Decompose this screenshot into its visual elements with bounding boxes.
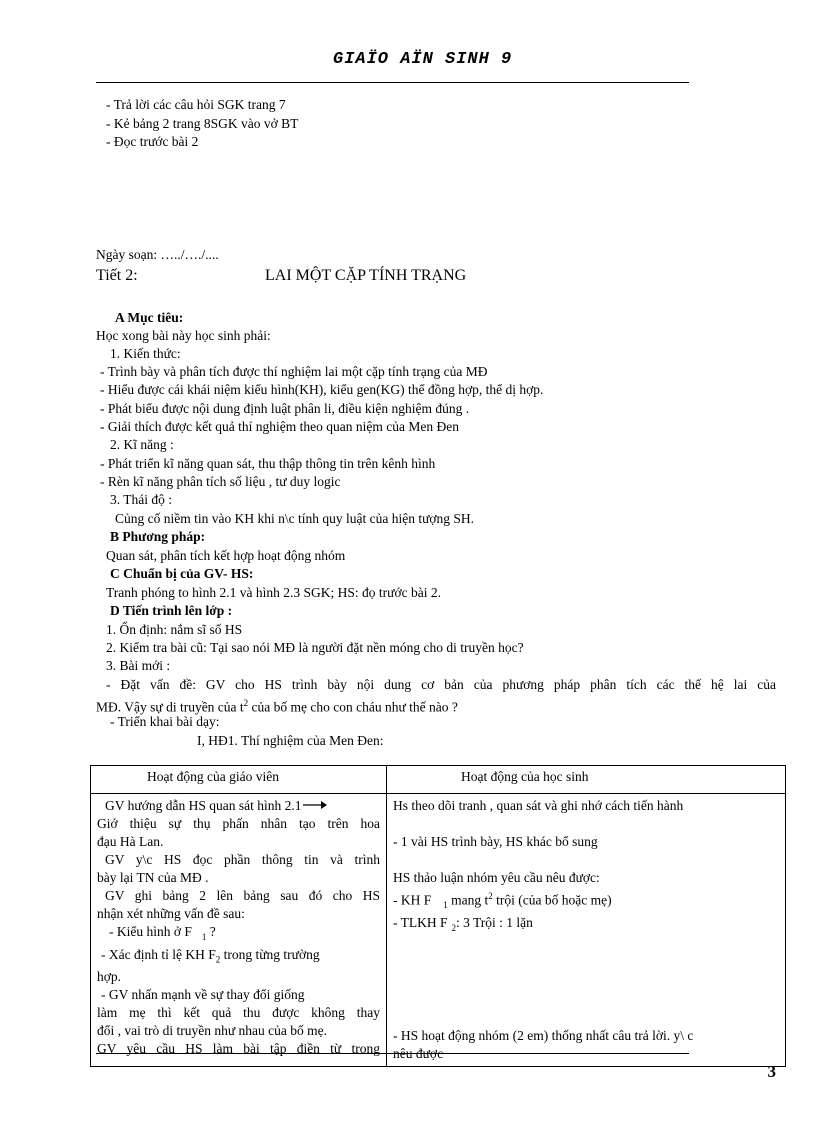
teacher-line-1: GV hướng dẫn HS quan sát hình 2.1	[97, 797, 380, 815]
section-d-step-2: 2. Kiểm tra bài cũ: Tại sao nói MĐ là người đặt nền móng cho di truyền học?	[106, 640, 524, 655]
teacher-column-header: Hoạt động của giáo viên	[91, 766, 387, 794]
section-c-heading: C Chuẩn bị của GV- HS:	[110, 566, 254, 581]
intro-item-3: - Đọc trước bài 2	[106, 134, 199, 149]
teacher-line-8: - Kiểu hình ở F $_1$ ?	[109, 924, 216, 942]
student-line-3: HS thảo luận nhóm yêu cầu nêu được:	[393, 870, 600, 885]
knowledge-item-4: - Giải thích được kết quả thí nghiệm theo quan niệm của Men Đen	[100, 419, 459, 434]
table-header-row	[91, 766, 786, 794]
page-number: 3	[767, 1062, 776, 1081]
knowledge-item-3: - Phát biểu được nội dung định luật phân li, điều kiện nghiệm đúng .	[100, 401, 470, 416]
section-b-text: Quan sát, phân tích kết hợp hoạt động nhóm	[106, 548, 346, 563]
knowledge-item-2: - Hiểu được cái khái niệm kiểu hình(KH), kiểu gen(KG) thể đồng hợp, thể dị hợp.	[100, 382, 544, 397]
student-line-5: - TLKH F $_2$: 3 Trội : 1 lặn	[393, 915, 533, 933]
intro-item-2: - Kẻ bảng 2 trang 8SGK vào vở BT	[106, 116, 299, 131]
lesson-number: Tiết 2:	[96, 267, 138, 284]
section-d-heading: D Tiến trình lên lớp :	[110, 603, 233, 618]
knowledge-heading: 1. Kiến thức:	[110, 346, 181, 361]
teacher-line-13: đổi , vai trò di truyền như nhau của bố mẹ.	[97, 1023, 328, 1039]
attitude-heading: 3. Thái độ :	[110, 492, 172, 507]
superscript-2: 2	[243, 698, 249, 708]
attitude-text: Củng cố niềm tin vào KH khi n\c tính quy luật của hiện tượng SH.	[115, 511, 475, 526]
skills-item-1: - Phát triển kĩ năng quan sát, thu thập thông tin trên kênh hình	[100, 456, 436, 471]
student-line-6: - HS hoạt động nhóm (2 em) thống nhất câu trả lời. y\ c	[393, 1027, 694, 1043]
student-line-2: - 1 vài HS trình bày, HS khác bổ sung	[393, 834, 598, 849]
teacher-line-14: GV yêu cầu HS làm bài tập điền từ trong	[97, 1041, 380, 1057]
teacher-line-11: - GV nhấn mạnh về sự thay đổi giống	[101, 987, 305, 1003]
student-column-header: Hoạt động của học sinh	[387, 766, 786, 794]
skills-item-2: - Rèn kĩ năng phân tích số liệu , tư duy logic	[100, 474, 341, 489]
activities-table	[90, 765, 786, 1067]
problem-line-2-part-a: MĐ. Vậy sự di truyền của t	[96, 699, 244, 715]
problem-line-2-part-b: của bố mẹ cho con cháu như thế nào ?	[248, 699, 458, 715]
teacher-line-12: làm mẹ thì kết quả thu được không thay	[97, 1005, 380, 1021]
teacher-line-2: Giớ thiệu sự thụ phấn nhân tạo trên hoa	[97, 816, 380, 831]
section-a-intro: Học xong bài này học sinh phải:	[96, 328, 271, 343]
activity-title: I, HĐ1. Thí nghiệm của Men Đen:	[197, 733, 384, 748]
section-c-text: Tranh phóng to hình 2.1 và hình 2.3 SGK; HS: đọ trước bài 2.	[106, 585, 441, 600]
teacher-line-10: hợp.	[97, 969, 122, 985]
skills-heading: 2. Kĩ năng :	[110, 437, 174, 452]
section-d-step-3: 3. Bài mới :	[106, 658, 171, 673]
knowledge-item-1: - Trình bày và phân tích được thí nghiệm lai một cặp tính trạng của MĐ	[100, 364, 488, 379]
teacher-line-9: - Xác định tỉ lệ KH $F_2$ trong từng trường	[101, 946, 320, 965]
intro-item-1: - Trả lời các câu hỏi SGK trang 7	[106, 97, 286, 112]
date-line: Ngày soạn: …../…./....	[96, 247, 219, 262]
student-line-7: nêu được	[393, 1045, 444, 1061]
page-header-title: GIAÏO AÏN SINH 9	[333, 50, 513, 69]
section-a-heading: A Mục tiêu:	[115, 310, 184, 325]
table-row	[91, 794, 786, 1067]
section-b-heading: B Phương pháp:	[110, 529, 206, 544]
student-activity-cell	[387, 794, 786, 1067]
teacher-line-5: bày lại TN của MĐ .	[97, 870, 209, 885]
student-line-1: Hs theo dõi tranh , quan sát và ghi nhớ cách tiến hành	[393, 798, 684, 813]
teacher-activity-cell	[91, 794, 387, 1067]
problem-statement-line-1: - Đặt vấn đề: GV cho HS trình bày nội dung cơ bản của phương pháp phân tích các thế hệ lai của	[106, 677, 776, 692]
section-d-step-1: 1. Ổn định: nắm sĩ số HS	[106, 622, 243, 637]
student-line-4: - KH F $_1$ mang $t^2$ trội (của bố hoặc mẹ)	[393, 891, 612, 911]
arrow-right-icon	[303, 797, 327, 815]
header-rule	[96, 82, 689, 83]
teacher-line-7: nhận xét những vấn đề sau:	[97, 906, 245, 921]
deploy-line: - Triển khai bài dạy:	[110, 714, 220, 729]
teacher-line-3: đạu Hà Lan.	[97, 834, 164, 849]
lesson-title: LAI MỘT CẶP TÍNH TRẠNG	[265, 267, 467, 284]
teacher-line-4: GV y\c HS đọc phần thông tin và trình	[105, 852, 380, 867]
footer-rule	[96, 1053, 689, 1054]
teacher-line-6: GV ghi bảng 2 lên bảng sau đó cho HS	[105, 888, 380, 903]
